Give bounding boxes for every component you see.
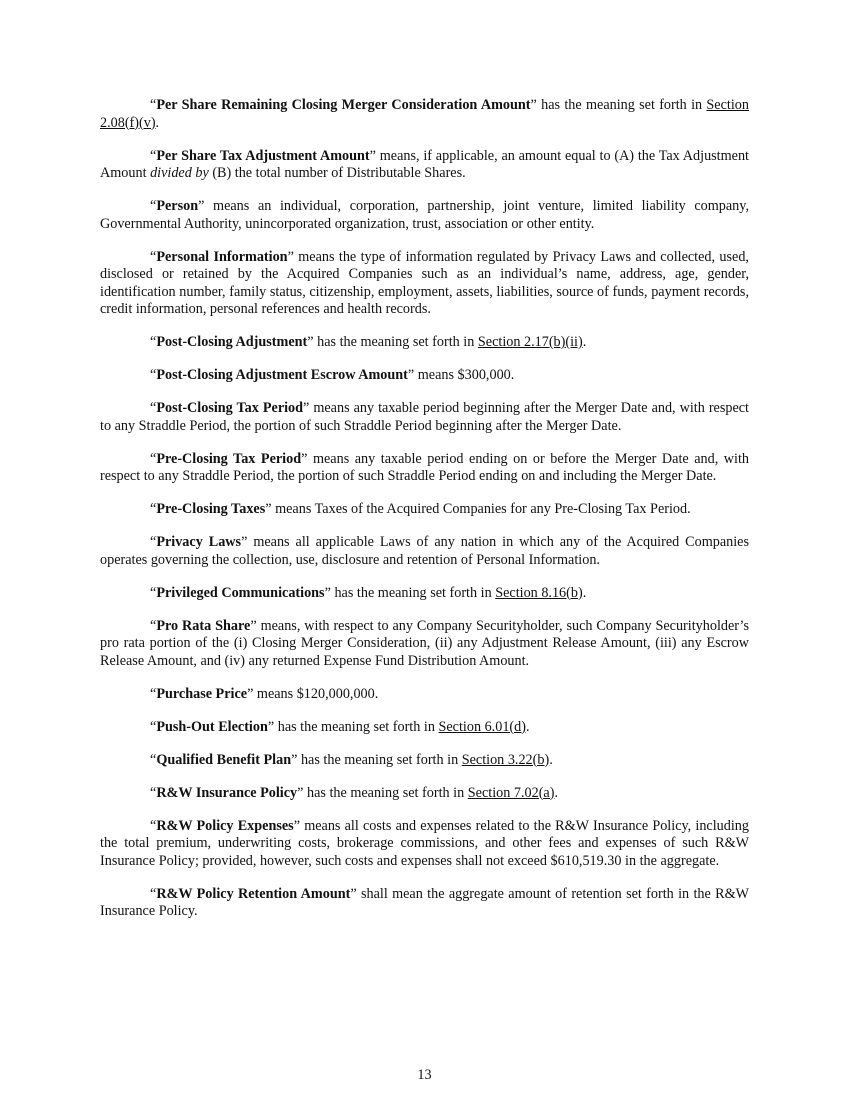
definition-text: means any taxable period ending on or before the Merger Date and, with respect to any Straddle Period, the portion of such Straddle Period ending on and including the Merger Date. <box>100 450 750 484</box>
definition-text: means, if applicable, an amount equal to (A) the Tax Adjustment Amount <box>100 147 749 181</box>
defined-term: Person <box>156 198 199 214</box>
definition-text: has the meaning set forth in <box>297 751 462 768</box>
definition-text: means any taxable period beginning after the Merger Date and, with respect to any Straddle Period, the portion of such Straddle Period beginning after the Merger Date. <box>100 400 749 434</box>
definition-text: has the meaning set forth in <box>330 584 496 601</box>
definition-text-end: . <box>582 584 587 601</box>
definition-text-end: . <box>554 784 558 801</box>
defined-term: Qualified Benefit Plan <box>156 751 292 768</box>
definition-pro-rata-share: “Pro Rata Share” means, with respect to any Company Securityholder, such Company Securityholder’s pro rata portion of the (i) Closing Merger Consideration, (ii) any Adjustment Release Amount, (iii) any Escrow Release Amount, and (iv) any returned Expense Fund Distribution Amount. <box>100 617 749 669</box>
definition-text-end: . <box>155 114 160 131</box>
definition-rw-insurance-policy: “R&W Insurance Policy” has the meaning set forth in Section 7.02(a). <box>150 784 558 801</box>
section-reference: Section 7.02(a) <box>467 784 555 801</box>
italic-text: divided by <box>150 165 209 181</box>
definition-purchase-price: “Purchase Price” means $120,000,000. <box>150 685 379 702</box>
definition-personal-information: “Personal Information” means the type of information regulated by Privacy Laws and collected, used, disclosed or retained by the Acquired Companies such as an individual’s name, address, age, gender, identification number, family status, citizenship, employment, assets, liabilities, source of funds, payment records, credit information, personal references and health records. <box>100 248 749 317</box>
definition-text: means $300,000. <box>414 367 515 383</box>
defined-term: Push-Out Election <box>156 718 268 735</box>
defined-term: Pre-Closing Taxes <box>156 501 266 517</box>
defined-term: Per Share Tax Adjustment Amount <box>156 147 370 164</box>
defined-term: Personal Information <box>156 248 288 265</box>
defined-term: Pro Rata Share <box>156 617 251 634</box>
definition-text: has the meaning set forth in <box>536 97 707 113</box>
defined-term: Post-Closing Adjustment <box>156 334 308 350</box>
definition-text: has the meaning set forth in <box>303 784 468 801</box>
definition-text: means $120,000,000. <box>253 685 379 702</box>
section-reference: Section 3.22(b) <box>461 751 550 768</box>
definition-text: means the type of information regulated by Privacy Laws and collected, used, disclosed or retained by the Acquired Companies such as an individual’s name, address, age, gender, identification number, family status, citizenship, employment, assets, liabilities, source of funds, payment records, credit information, personal references and health records. <box>100 248 749 317</box>
definition-person: “Person” means an individual, corporation, partnership, joint venture, limited liability company, Governmental Authority, unincorporated organization, trust, association or other entity. <box>100 198 749 232</box>
section-reference: Section 2.08(f)(v) <box>100 97 749 131</box>
definition-per-share-remaining: “Per Share Remaining Closing Merger Consideration Amount” has the meaning set forth in Section 2.08(f)(v). <box>100 97 749 131</box>
defined-term: R&W Policy Expenses <box>156 817 294 834</box>
definition-rw-policy-retention: “R&W Policy Retention Amount” shall mean the aggregate amount of retention set forth in the R&W Insurance Policy. <box>100 885 749 919</box>
definition-post-closing-tax-period: “Post-Closing Tax Period” means any taxable period beginning after the Merger Date and, with respect to any Straddle Period, the portion of such Straddle Period beginning after the Merger Date. <box>100 400 749 434</box>
definition-qualified-benefit-plan: “Qualified Benefit Plan” has the meaning set forth in Section 3.22(b). <box>150 751 553 768</box>
definition-text: means all costs and expenses related to the R&W Insurance Policy, including the total premium, underwriting costs, brokerage commissions, and other fees and expenses of such R&W Insurance Policy; provided, however, such costs and expenses shall not exceed $610,519.30 in the aggregate. <box>100 817 749 869</box>
definition-text-end: (B) the total number of Distributable Shares. <box>208 165 466 181</box>
definition-privacy-laws: “Privacy Laws” means all applicable Laws of any nation in which any of the Acquired Companies operates governing the collection, use, disclosure and retention of Personal Information. <box>100 534 750 568</box>
definition-text: means all applicable Laws of any nation in which any of the Acquired Companies operates governing the collection, use, disclosure and retention of Personal Information. <box>100 534 750 568</box>
page-number: 13 <box>417 1067 432 1083</box>
definition-pre-closing-taxes: “Pre-Closing Taxes” means Taxes of the Acquired Companies for any Pre-Closing Tax Period. <box>150 501 691 517</box>
defined-term: Post-Closing Tax Period <box>156 400 304 416</box>
definition-text: means, with respect to any Company Securityholder, such Company Securityholder’s pro rata portion of the (i) Closing Merger Consideration, (ii) any Adjustment Release Amount, (iii) any Escrow Release Amount, and (iv) any returned Expense Fund Distribution Amount. <box>100 617 749 669</box>
defined-term: R&W Policy Retention Amount <box>156 885 351 902</box>
definition-post-closing-adjustment: “Post-Closing Adjustment” has the meaning set forth in Section 2.17(b)(ii). <box>150 334 587 350</box>
definition-text: means an individual, corporation, partnership, joint venture, limited liability company, Governmental Authority, unincorporated organization, trust, association or other entity. <box>100 198 749 232</box>
definition-text: has the meaning set forth in <box>313 334 478 350</box>
definition-text: means Taxes of the Acquired Companies for any Pre-Closing Tax Period. <box>271 501 691 517</box>
section-reference: Section 8.16(b) <box>495 584 583 601</box>
definitions-list <box>100 97 749 936</box>
defined-term: Post-Closing Adjustment Escrow Amount <box>156 367 408 383</box>
definition-text-end: . <box>525 718 530 735</box>
defined-term: Pre-Closing Tax Period <box>156 450 302 467</box>
definition-pre-closing-tax-period: “Pre-Closing Tax Period” means any taxable period ending on or before the Merger Date and, with respect to any Straddle Period, the portion of such Straddle Period ending on and including the Merger Date. <box>100 450 750 484</box>
definition-per-share-tax: “Per Share Tax Adjustment Amount” means, if applicable, an amount equal to (A) the Tax Adjustment Amount divided by (B) the total number of Distributable Shares. <box>100 147 749 181</box>
section-reference: Section 2.17(b)(ii) <box>477 334 583 350</box>
defined-term: Purchase Price <box>156 685 248 702</box>
definition-privileged-communications: “Privileged Communications” has the meaning set forth in Section 8.16(b). <box>150 584 587 601</box>
definition-text: shall mean the aggregate amount of retention set forth in the R&W Insurance Policy. <box>100 885 749 919</box>
definition-text-end: . <box>582 334 587 350</box>
definition-text-end: . <box>549 751 553 768</box>
definition-rw-policy-expenses: “R&W Policy Expenses” means all costs and expenses related to the R&W Insurance Policy, including the total premium, underwriting costs, brokerage commissions, and other fees and expenses of such R&W Insurance Policy; provided, however, such costs and expenses shall not exceed $610,519.30 in the aggregate. <box>100 817 749 869</box>
definition-push-out-election: “Push-Out Election” has the meaning set forth in Section 6.01(d). <box>150 718 530 735</box>
defined-term: Privacy Laws <box>156 534 242 550</box>
defined-term: R&W Insurance Policy <box>156 784 298 801</box>
section-reference: Section 6.01(d) <box>438 718 526 735</box>
definition-post-closing-escrow: “Post-Closing Adjustment Escrow Amount” means $300,000. <box>150 367 515 383</box>
defined-term: Per Share Remaining Closing Merger Consideration Amount <box>156 97 531 113</box>
defined-term: Privileged Communications <box>156 584 325 601</box>
definition-text: has the meaning set forth in <box>274 718 439 735</box>
